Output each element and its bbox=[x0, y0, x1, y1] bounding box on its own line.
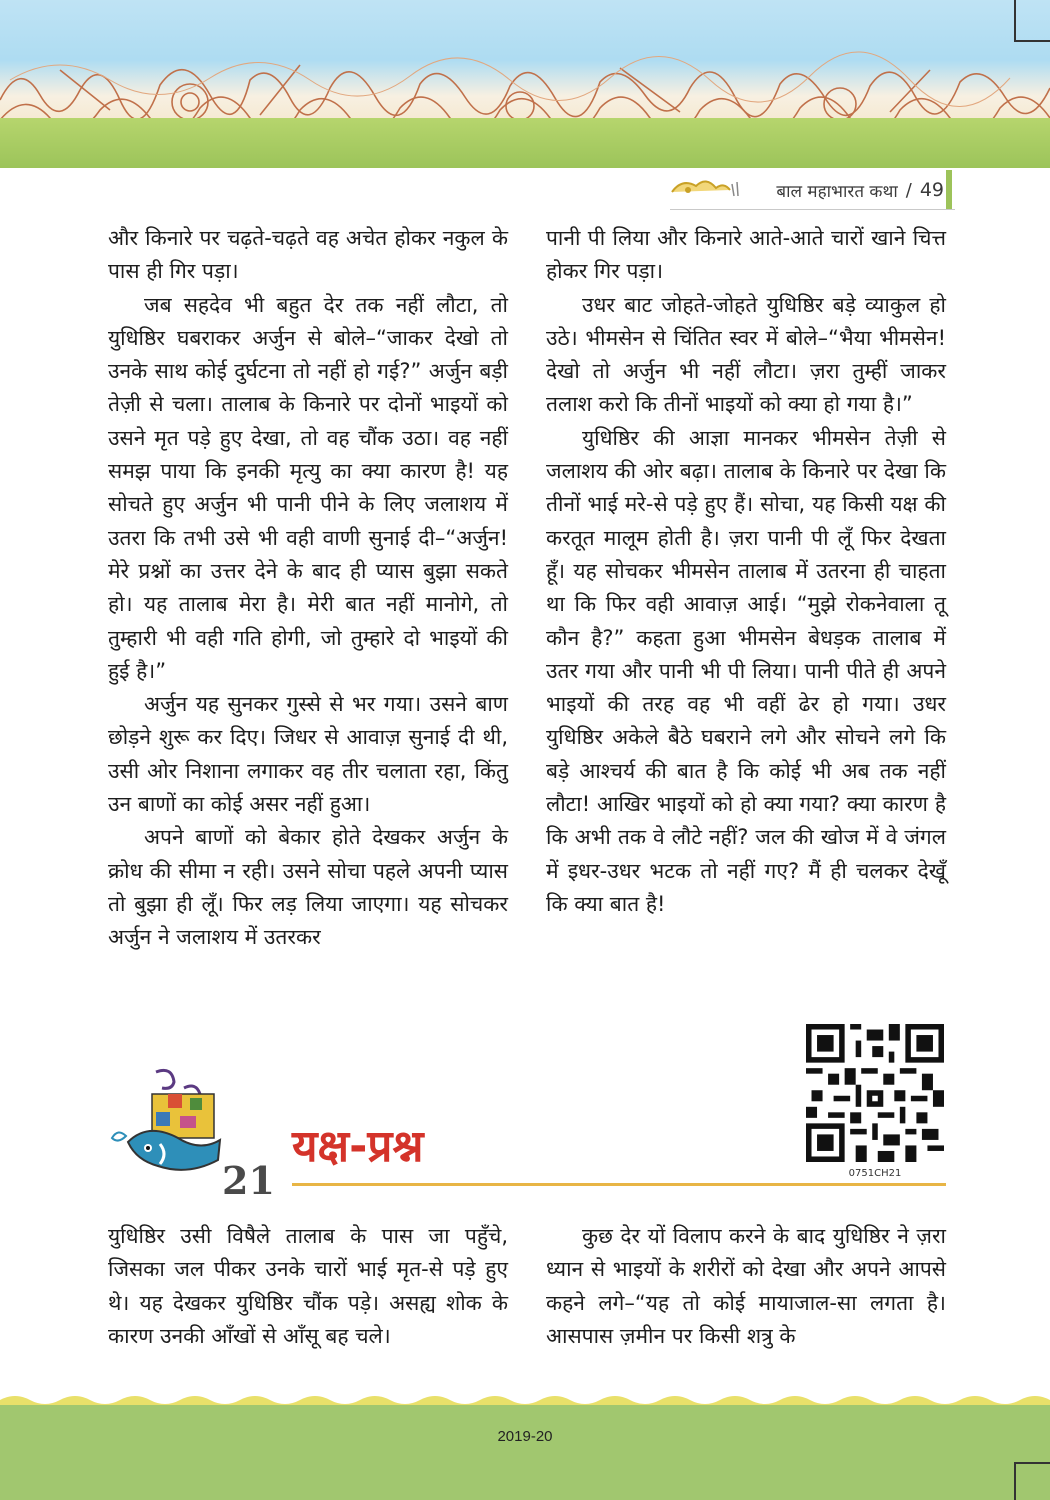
paragraph: युधिष्ठिर उसी विषैले तालाब के पास जा पहुँचे, जिसका जल पीकर उनके चारों भाई मृत-से पड़े हुए थे। यह देखकर युधिष्ठिर चौंक पड़े। असह्य शोक के कारण उनकी आँखों से आँसू बह चले। bbox=[108, 1224, 508, 1348]
paragraph: कुछ देर यों विलाप करने के बाद युधिष्ठिर ने ज़रा ध्यान से भाइयों के शरीरों को देखा और अपने आपसे कहने लगे–“यह तो कोई मायाजाल-सा लगता है। आसपास ज़मीन पर किसी शत्रु के bbox=[546, 1224, 946, 1348]
paragraph: उधर बाट जोहते-जोहते युधिष्ठिर बड़े व्याकुल हो उठे। भीमसेन से चिंतित स्वर में बोले–“भैया भीमसेन! देखो तो अर्जुन भी नहीं लौटा। ज़रा तुम्हीं जाकर तलाश करो कि तीनों भाइयों को क्या हो गया है।” bbox=[546, 292, 946, 417]
header-accent-bar bbox=[946, 170, 952, 210]
chapter-number: 21 bbox=[222, 1158, 275, 1203]
crop-mark bbox=[1014, 0, 1016, 42]
grass-strip bbox=[0, 118, 1050, 168]
top-banner bbox=[0, 0, 1050, 168]
paragraph: अपने बाणों को बेकार होते देखकर अर्जुन के क्रोध की सीमा न रही। उसने सोचा पहले अपनी प्यास तो बुझा ही लूँ। फिर लड़ लिया जाएगा। यह सोचकर अर्जुन ने जलाशय में उतरकर bbox=[108, 825, 508, 950]
crop-mark bbox=[1014, 40, 1050, 42]
paragraph: युधिष्ठिर की आज्ञा मानकर भीमसेन तेज़ी से जलाशय की ओर बढ़ा। तालाब के किनारे पर देखा कि तीनों भाई मरे-से पड़े हुए हैं। सोचा, यह किसी यक्ष की करतूत मालूम होती है। ज़रा पानी पी लूँ फिर देखता हूँ। यह सोचकर भीमसेन तालाब में उतरना ही चाहता था कि फिर वही आवाज़ आई। “मुझे रोकनेवाला तू कौन है?” कहता हुआ भीमसेन बेधड़क तालाब में उतर गया और पानी भी पी लिया। पानी पीते ही अपने भाइयों की तरह वह भी वहीं ढेर हो गया। उधर युधिष्ठिर अकेले बैठे घबराने लगे और सोचने लगे कि बड़े आश्चर्य की बात है कि कोई भी अब तक नहीं लौटा! आखिर भाइयों को हो क्या गया? क्या कारण है कि अभी तक वे लौटे नहीं? जल की खोज में वे जंगल में इधर-उधर भटक तो नहीं गए? मैं ही चलकर देखूँ कि क्या बात है! bbox=[546, 425, 946, 916]
qr-code-label: 0751CH21 bbox=[848, 1168, 902, 1179]
column-bottom-right bbox=[546, 1220, 946, 1353]
column-top-left bbox=[108, 222, 508, 955]
column-bottom-left bbox=[108, 1220, 508, 1353]
book-title: बाल महाभारत कथा bbox=[776, 181, 898, 202]
running-header bbox=[660, 172, 960, 208]
header-separator: / bbox=[905, 179, 912, 201]
paragraph: जब सहदेव भी बहुत देर तक नहीं लौटा, तो युधिष्ठिर घबराकर अर्जुन से बोले–“जाकर देखो तो उनके साथ कोई दुर्घटना तो नहीं हो गई?” अर्जुन बड़ी तेज़ी से चला। तालाब के किनारे पर दोनों भाइयों को उसने मृत पड़े हुए देखा, तो वह चौंक उठा। वह नहीं समझ पाया कि इनकी मृत्यु का क्या कारण है! यह सोचते हुए अर्जुन भी पानी पीने के लिए जलाशय में उतरा कि तभी उसे भी वही वाणी सुनाई दी–“अर्जुन! मेरे प्रश्नों का उत्तर देने के बाद ही प्यास बुझा सकते हो। यह तालाब मेरा है। मेरी बात नहीं मानोगे, तो तुम्हारी भी वही गति होगी, जो तुम्हारे दो भाइयों की हुई है।” bbox=[108, 292, 508, 683]
crop-mark bbox=[1014, 1462, 1016, 1500]
footer-band bbox=[0, 1405, 1050, 1500]
paragraph: अर्जुन यह सुनकर गुस्से से भर गया। उसने बाण छोड़ने शुरू कर दिए। जिधर से आवाज़ सुनाई दी थी, उसी ओर निशाना लगाकर वह तीर चलाता रहा, किंतु उन बाणों का कोई असर नहीं हुआ। bbox=[108, 692, 508, 817]
chapter-decorative-fish-icon bbox=[108, 1068, 228, 1188]
qr-code-icon bbox=[806, 1024, 944, 1162]
crop-mark bbox=[1014, 1462, 1050, 1464]
column-top-right bbox=[546, 222, 946, 921]
paragraph: और किनारे पर चढ़ते-चढ़ते वह अचेत होकर नकुल के पास ही गिर पड़ा। bbox=[108, 226, 508, 284]
paragraph: पानी पी लिया और किनारे आते-आते चारों खाने चित्त होकर गिर पड़ा। bbox=[546, 226, 946, 284]
footer-year: 2019-20 bbox=[497, 1428, 553, 1445]
chapter-title: यक्ष-प्रश्न bbox=[292, 1121, 424, 1172]
chapter-rule bbox=[292, 1183, 946, 1186]
page-number: 49 bbox=[919, 179, 944, 201]
header-rule bbox=[670, 209, 955, 210]
